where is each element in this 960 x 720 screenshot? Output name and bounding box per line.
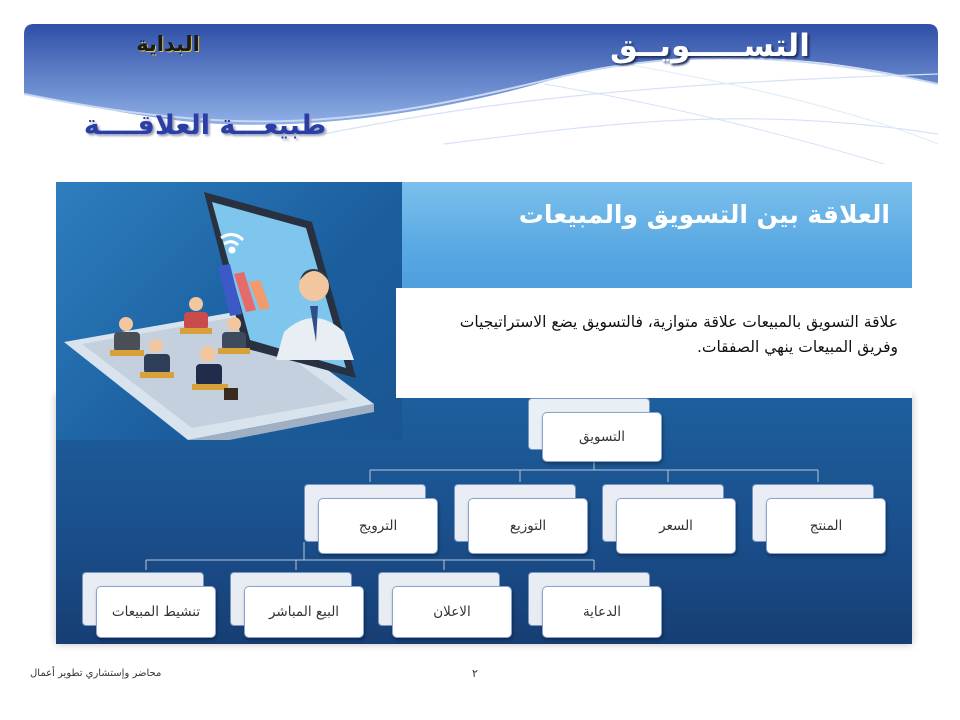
banner-title: العلاقة بين التسويق والمبيعات xyxy=(518,200,890,229)
tree-node-distribution xyxy=(454,484,574,540)
tree-node-advertising xyxy=(528,572,648,624)
tree-node-product xyxy=(752,484,872,540)
tree-node-label: السعر xyxy=(616,498,736,554)
tree-node-label: الاعلان xyxy=(392,586,512,638)
footer-author: محاضر وإستشاري تطوير أعمال xyxy=(30,668,162,679)
tree-node-label: المنتج xyxy=(766,498,886,554)
tree-node-ads xyxy=(378,572,498,624)
slide-title: التســـــويــق xyxy=(610,28,810,64)
tree-node-label: التوزيع xyxy=(468,498,588,554)
tree-node-sales-promotion xyxy=(82,572,202,624)
relation-description: علاقة التسويق بالمبيعات علاقة متوازية، فالتسويق يضع الاستراتيجيات وفريق المبيعات ينهي الصفقات. xyxy=(459,313,898,356)
page-number: ٢ xyxy=(472,667,478,680)
tree-node-label: الترويج xyxy=(318,498,438,554)
tree-node-root xyxy=(528,398,648,448)
tree-node-label: الدعاية xyxy=(542,586,662,638)
tree-node-promotion xyxy=(304,484,424,540)
tree-node-direct-selling xyxy=(230,572,350,624)
content-panel xyxy=(56,182,912,644)
start-link[interactable]: البداية xyxy=(136,32,200,56)
slide-subtitle: طبيعـــة العلاقــــة xyxy=(83,110,327,141)
tree-node-label: البيع المباشر xyxy=(244,586,364,638)
tree-node-label: تنشيط المبيعات xyxy=(96,586,216,638)
tree-node-label: التسويق xyxy=(542,412,662,462)
tree-node-price xyxy=(602,484,722,540)
